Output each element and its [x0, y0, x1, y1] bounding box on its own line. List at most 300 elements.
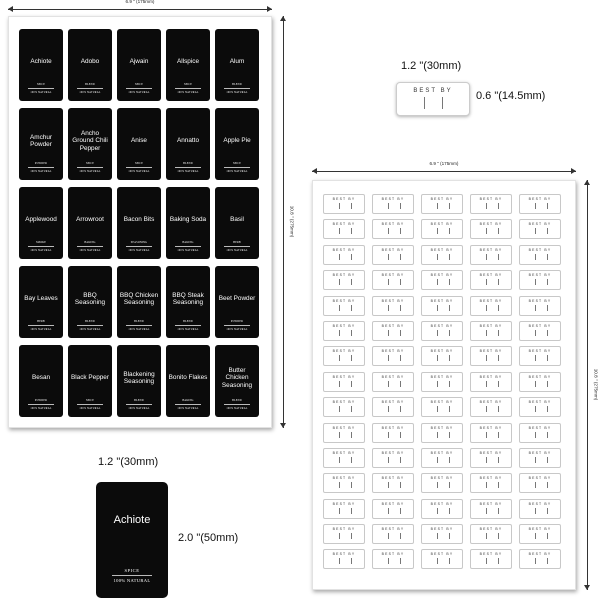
best-by-label-tick	[339, 533, 340, 539]
best-by-label-text: BEST BY	[381, 374, 405, 379]
best-by-label-text: BEST BY	[528, 425, 552, 430]
best-by-label-tick	[400, 457, 401, 463]
spice-label-category: BLEND	[134, 399, 144, 402]
best-by-label-tick	[388, 406, 389, 412]
best-by-label	[519, 219, 561, 239]
best-by-label	[372, 245, 414, 265]
best-by-label	[519, 473, 561, 493]
best-by-label-tick	[498, 558, 499, 564]
spice-label-footer: 100% NATURAL	[79, 91, 101, 94]
best-by-label-tick	[388, 203, 389, 209]
best-by-label-tick	[486, 533, 487, 539]
best-by-label-text: BEST BY	[528, 552, 552, 557]
spice-label-category: SPICE	[134, 162, 144, 165]
best-by-label-text: BEST BY	[479, 222, 503, 227]
best-by-label-tick	[437, 355, 438, 361]
spice-label	[117, 345, 161, 417]
best-by-label-text: BEST BY	[430, 349, 454, 354]
best-by-label-tick	[437, 203, 438, 209]
best-by-label-tick	[449, 406, 450, 412]
best-by-label	[470, 473, 512, 493]
best-by-label	[323, 296, 365, 316]
best-by-label-tick	[351, 203, 352, 209]
spice-label-name: Annatto	[176, 137, 200, 145]
best-by-label-tick	[351, 228, 352, 234]
best-by-label-text: BEST BY	[528, 374, 552, 379]
spice-label-divider	[175, 88, 201, 89]
best-by-label	[372, 448, 414, 468]
best-by-label-tick	[486, 254, 487, 260]
best-by-label-tick	[388, 457, 389, 463]
spice-label-divider	[77, 404, 103, 405]
spice-label-divider	[175, 167, 201, 168]
best-by-label	[519, 270, 561, 290]
best-by-label-tick	[437, 254, 438, 260]
best-by-label-text: BEST BY	[528, 450, 552, 455]
spice-label-category: SPICE	[85, 399, 95, 402]
best-by-label-text: BEST BY	[332, 349, 356, 354]
spice-label-divider	[224, 246, 250, 247]
spice-label-footer: 100% NATURAL	[128, 249, 150, 252]
best-by-label	[421, 296, 463, 316]
right-sheet-height-label: 10.8 " (275mm)	[593, 368, 599, 401]
best-by-label-tick	[351, 279, 352, 285]
best-by-label-tick	[351, 330, 352, 336]
best-by-label	[519, 321, 561, 341]
best-by-label	[323, 321, 365, 341]
best-by-label-text: BEST BY	[479, 323, 503, 328]
best-by-label-tick	[449, 381, 450, 387]
best-by-label-text: BEST BY	[479, 298, 503, 303]
best-by-label-tick	[486, 330, 487, 336]
spice-label-category: HERB	[233, 241, 241, 244]
spice-label	[19, 108, 63, 180]
spice-label	[166, 108, 210, 180]
best-by-label	[470, 346, 512, 366]
best-by-label-tick	[486, 482, 487, 488]
spice-label	[215, 187, 259, 259]
best-by-label-tick	[351, 558, 352, 564]
spice-label-footer: 100% NATURAL	[226, 328, 248, 331]
best-by-label-tick	[437, 482, 438, 488]
best-by-label-tick	[498, 305, 499, 311]
spice-label-name: Alum	[229, 58, 245, 66]
best-by-label-tick	[486, 432, 487, 438]
best-by-label-text: BEST BY	[430, 527, 454, 532]
best-by-label-tick	[449, 533, 450, 539]
spice-label-footer: 100% NATURAL	[79, 249, 101, 252]
best-by-label-tick	[535, 381, 536, 387]
best-by-label-tick	[449, 355, 450, 361]
best-by-label-tick	[388, 381, 389, 387]
best-by-label-tick	[535, 533, 536, 539]
spice-label	[117, 266, 161, 338]
best-by-label-text: BEST BY	[332, 552, 356, 557]
best-by-sample-text: BEST BY	[413, 88, 453, 94]
best-by-sample-label	[396, 82, 470, 116]
best-by-label-tick	[535, 432, 536, 438]
best-by-label	[421, 194, 463, 214]
left-sheet-height-label: 10.8 " (275mm)	[289, 205, 295, 238]
best-by-label	[323, 499, 365, 519]
spice-label	[19, 266, 63, 338]
best-by-label	[421, 524, 463, 544]
best-by-label-tick	[388, 533, 389, 539]
spice-label-name: Bonito Flakes	[168, 374, 208, 382]
best-by-label-tick	[351, 305, 352, 311]
best-by-label-tick	[547, 228, 548, 234]
best-by-label-tick	[437, 406, 438, 412]
spice-label-divider	[77, 88, 103, 89]
spice-label-category: SPICE	[36, 83, 46, 86]
spice-label-category: SPICE	[183, 83, 193, 86]
best-by-label-tick	[437, 381, 438, 387]
best-by-label-text: BEST BY	[528, 527, 552, 532]
best-by-label-tick	[486, 279, 487, 285]
best-by-label-tick	[351, 533, 352, 539]
best-by-label-tick	[388, 228, 389, 234]
best-by-label-tick	[547, 381, 548, 387]
spice-label-footer: 100% NATURAL	[177, 170, 199, 173]
best-by-label-text: BEST BY	[430, 273, 454, 278]
best-by-sample-tick	[424, 97, 425, 109]
best-by-label-tick	[400, 558, 401, 564]
spice-label-category: BLEND	[232, 399, 242, 402]
spice-label-name: Basil	[230, 216, 244, 224]
spice-label	[166, 266, 210, 338]
best-by-label	[421, 499, 463, 519]
best-by-label-tick	[351, 482, 352, 488]
best-by-label	[519, 296, 561, 316]
spice-label-name: Ajwain	[129, 58, 149, 66]
best-by-label-tick	[535, 406, 536, 412]
spice-label-footer: 100% NATURAL	[79, 328, 101, 331]
spice-label-name: Applewood	[25, 216, 57, 224]
spice-label	[68, 345, 112, 417]
spice-label-name: Besan	[31, 374, 51, 382]
spice-label-footer: 100% NATURAL	[30, 170, 52, 173]
best-by-label-tick	[339, 279, 340, 285]
spice-label-category: SPICE	[232, 162, 242, 165]
best-by-label-tick	[449, 330, 450, 336]
spice-label-name: Bay Leaves	[24, 295, 58, 303]
best-by-label	[372, 524, 414, 544]
best-by-label-tick	[486, 228, 487, 234]
best-by-label-text: BEST BY	[430, 197, 454, 201]
best-by-sample-tick	[442, 97, 443, 109]
spice-label	[166, 187, 210, 259]
best-by-label	[323, 448, 365, 468]
best-by-label-text: BEST BY	[528, 247, 552, 252]
best-by-label-tick	[351, 381, 352, 387]
best-by-label-text: BEST BY	[332, 527, 356, 532]
spice-label-footer: 100% NATURAL	[177, 328, 199, 331]
best-by-label-tick	[400, 406, 401, 412]
spice-label	[215, 108, 259, 180]
best-by-label-text: BEST BY	[430, 501, 454, 506]
spice-label-divider	[126, 404, 152, 405]
best-by-label	[372, 397, 414, 417]
best-by-label-tick	[400, 432, 401, 438]
best-by-label-text: BEST BY	[332, 400, 356, 405]
best-by-label-tick	[388, 432, 389, 438]
best-by-label	[372, 499, 414, 519]
spice-label-category: POWDER	[230, 320, 244, 323]
best-by-label-tick	[351, 355, 352, 361]
best-by-label-tick	[339, 330, 340, 336]
best-by-label-tick	[351, 508, 352, 514]
best-by-label-tick	[351, 406, 352, 412]
best-by-label-text: BEST BY	[332, 247, 356, 252]
spice-label-divider	[126, 246, 152, 247]
spice-label-footer: 100% NATURAL	[30, 91, 52, 94]
spice-label-footer: 100% NATURAL	[177, 407, 199, 410]
spice-label-name: Black Pepper	[70, 374, 109, 382]
best-by-height-caption: 0.6 "(14.5mm)	[476, 90, 546, 102]
spice-width-caption: 1.2 "(30mm)	[98, 456, 159, 468]
best-by-label-text: BEST BY	[381, 222, 405, 227]
spice-label-name: Beet Powder	[218, 295, 256, 303]
best-by-label-tick	[498, 457, 499, 463]
best-by-label-text: BEST BY	[430, 222, 454, 227]
spice-label-category: BLEND	[85, 320, 95, 323]
spice-label	[117, 108, 161, 180]
spice-label-category: BLEND	[183, 162, 193, 165]
spice-label-divider	[77, 167, 103, 168]
best-by-label-text: BEST BY	[528, 400, 552, 405]
best-by-label	[421, 270, 463, 290]
best-by-label-tick	[449, 254, 450, 260]
best-by-label	[421, 346, 463, 366]
best-by-label-text: BEST BY	[528, 323, 552, 328]
best-by-label-tick	[498, 482, 499, 488]
best-by-width-caption: 1.2 "(30mm)	[401, 60, 462, 72]
best-by-label-text: BEST BY	[332, 298, 356, 303]
spice-label-divider	[126, 325, 152, 326]
best-by-label	[470, 372, 512, 392]
best-by-label-tick	[486, 203, 487, 209]
best-by-label-text: BEST BY	[479, 273, 503, 278]
best-by-label-tick	[400, 482, 401, 488]
best-by-label-tick	[547, 558, 548, 564]
spice-label	[117, 29, 161, 101]
best-by-label-tick	[547, 203, 548, 209]
best-by-label-text: BEST BY	[430, 450, 454, 455]
best-by-label-text: BEST BY	[381, 349, 405, 354]
best-by-label	[470, 245, 512, 265]
best-by-label-tick	[437, 228, 438, 234]
spice-label-category: SPICE	[134, 83, 144, 86]
best-by-label-tick	[535, 355, 536, 361]
best-by-label-text: BEST BY	[528, 501, 552, 506]
spice-label-name: Arrowroot	[76, 216, 104, 224]
best-by-label-text: BEST BY	[381, 400, 405, 405]
best-by-label-tick	[437, 279, 438, 285]
best-by-label-tick	[400, 508, 401, 514]
best-by-label-tick	[547, 279, 548, 285]
best-by-label	[323, 372, 365, 392]
spice-label	[166, 345, 210, 417]
best-by-label	[421, 549, 463, 569]
best-by-label	[519, 372, 561, 392]
best-by-label	[323, 397, 365, 417]
best-by-label	[372, 549, 414, 569]
best-by-label	[519, 499, 561, 519]
best-by-label-tick	[388, 279, 389, 285]
best-by-label-tick	[400, 355, 401, 361]
best-by-label-tick	[486, 558, 487, 564]
best-by-label	[372, 372, 414, 392]
spice-label-footer: 100% NATURAL	[30, 249, 52, 252]
spice-label-divider	[126, 167, 152, 168]
spice-sample-divider	[112, 575, 152, 576]
best-by-label	[323, 346, 365, 366]
best-by-label	[470, 194, 512, 214]
best-by-label-tick	[535, 457, 536, 463]
spice-label-footer: 100% NATURAL	[79, 407, 101, 410]
best-by-label-tick	[449, 279, 450, 285]
spice-label-category: HERB	[37, 320, 45, 323]
best-by-label-tick	[339, 432, 340, 438]
best-by-label-tick	[486, 457, 487, 463]
spice-label-divider	[224, 404, 250, 405]
spice-label-category: BAKING	[182, 241, 194, 244]
best-by-label-tick	[547, 406, 548, 412]
best-by-label	[470, 219, 512, 239]
best-by-label-tick	[535, 482, 536, 488]
best-by-label-tick	[400, 330, 401, 336]
best-by-label-tick	[498, 330, 499, 336]
best-by-label-tick	[449, 432, 450, 438]
best-by-label-text: BEST BY	[528, 222, 552, 227]
best-by-label-text: BEST BY	[528, 273, 552, 278]
best-by-label-tick	[535, 279, 536, 285]
best-by-label-tick	[388, 254, 389, 260]
best-by-label	[372, 270, 414, 290]
best-by-label-text: BEST BY	[479, 450, 503, 455]
best-by-label	[519, 397, 561, 417]
spice-label-divider	[224, 325, 250, 326]
best-by-label-tick	[339, 381, 340, 387]
spice-label-name: BBQ Chicken Seasoning	[119, 291, 159, 306]
best-by-label-tick	[547, 330, 548, 336]
spice-label-category: POWDER	[34, 162, 48, 165]
best-by-label-text: BEST BY	[332, 323, 356, 328]
spice-label-footer: 100% NATURAL	[128, 407, 150, 410]
best-by-label	[470, 296, 512, 316]
best-by-label-tick	[535, 254, 536, 260]
best-by-label-tick	[486, 508, 487, 514]
best-by-label-text: BEST BY	[479, 400, 503, 405]
best-by-label-text: BEST BY	[528, 476, 552, 481]
best-by-label-text: BEST BY	[479, 552, 503, 557]
best-by-label-tick	[547, 533, 548, 539]
spice-label-category: BLEND	[232, 83, 242, 86]
best-by-label-tick	[498, 254, 499, 260]
best-by-label-tick	[449, 305, 450, 311]
best-by-label-tick	[449, 558, 450, 564]
best-by-label	[323, 270, 365, 290]
spice-label-footer: 100% NATURAL	[128, 170, 150, 173]
best-by-label-text: BEST BY	[479, 501, 503, 506]
spice-label-name: BBQ Steak Seasoning	[172, 291, 204, 306]
best-by-label	[421, 321, 463, 341]
spice-label-divider	[28, 325, 54, 326]
best-by-label-tick	[437, 305, 438, 311]
best-by-label-text: BEST BY	[332, 374, 356, 379]
best-by-label-text: BEST BY	[332, 476, 356, 481]
spice-sample-category: SPICE	[124, 568, 140, 573]
best-by-label-tick	[486, 355, 487, 361]
spice-label-name: Adobo	[80, 58, 100, 66]
best-by-label-tick	[535, 330, 536, 336]
best-by-label-text: BEST BY	[528, 298, 552, 303]
best-by-label	[372, 296, 414, 316]
best-by-label-text: BEST BY	[430, 247, 454, 252]
best-by-label	[421, 448, 463, 468]
spice-label-category: SPICE	[85, 162, 95, 165]
best-by-label-tick	[339, 228, 340, 234]
best-by-label-tick	[547, 508, 548, 514]
spice-label-divider	[28, 404, 54, 405]
best-by-label-text: BEST BY	[381, 247, 405, 252]
best-by-label-tick	[498, 381, 499, 387]
spice-label-footer: 100% NATURAL	[30, 407, 52, 410]
spice-label-category: POWDER	[34, 399, 48, 402]
best-by-label-tick	[498, 508, 499, 514]
best-by-label-tick	[400, 381, 401, 387]
best-by-label-text: BEST BY	[332, 450, 356, 455]
best-by-label-tick	[351, 254, 352, 260]
best-by-label-text: BEST BY	[430, 400, 454, 405]
best-by-label-tick	[547, 355, 548, 361]
best-by-label-text: BEST BY	[430, 552, 454, 557]
spice-label-footer: 100% NATURAL	[30, 328, 52, 331]
spice-label-divider	[224, 88, 250, 89]
best-by-label-text: BEST BY	[430, 298, 454, 303]
best-by-label	[519, 245, 561, 265]
best-by-label	[323, 473, 365, 493]
best-by-label-text: BEST BY	[381, 298, 405, 303]
spice-label-name: Baking Soda	[169, 216, 207, 224]
best-by-label-tick	[351, 432, 352, 438]
best-by-label-tick	[400, 305, 401, 311]
best-by-label-text: BEST BY	[479, 425, 503, 430]
spice-label	[19, 29, 63, 101]
best-by-label	[421, 473, 463, 493]
best-by-label-text: BEST BY	[381, 527, 405, 532]
spice-label-category: BLEND	[183, 320, 193, 323]
best-by-label-text: BEST BY	[332, 501, 356, 506]
spice-label-name: Amchur Powder	[29, 133, 53, 148]
best-by-label-tick	[547, 457, 548, 463]
best-by-label-text: BEST BY	[332, 197, 356, 201]
best-by-label-tick	[498, 406, 499, 412]
best-by-label	[323, 524, 365, 544]
spice-label-footer: 100% NATURAL	[226, 249, 248, 252]
best-by-label	[421, 219, 463, 239]
spice-label-category: SMOKE	[35, 241, 47, 244]
best-by-label-tick	[437, 558, 438, 564]
best-by-label-sheet	[312, 180, 576, 590]
best-by-label-text: BEST BY	[381, 450, 405, 455]
spice-height-caption: 2.0 "(50mm)	[178, 532, 239, 544]
spice-label	[215, 345, 259, 417]
best-by-label	[372, 219, 414, 239]
best-by-label-tick	[535, 305, 536, 311]
best-by-label-text: BEST BY	[430, 323, 454, 328]
best-by-label	[372, 473, 414, 493]
